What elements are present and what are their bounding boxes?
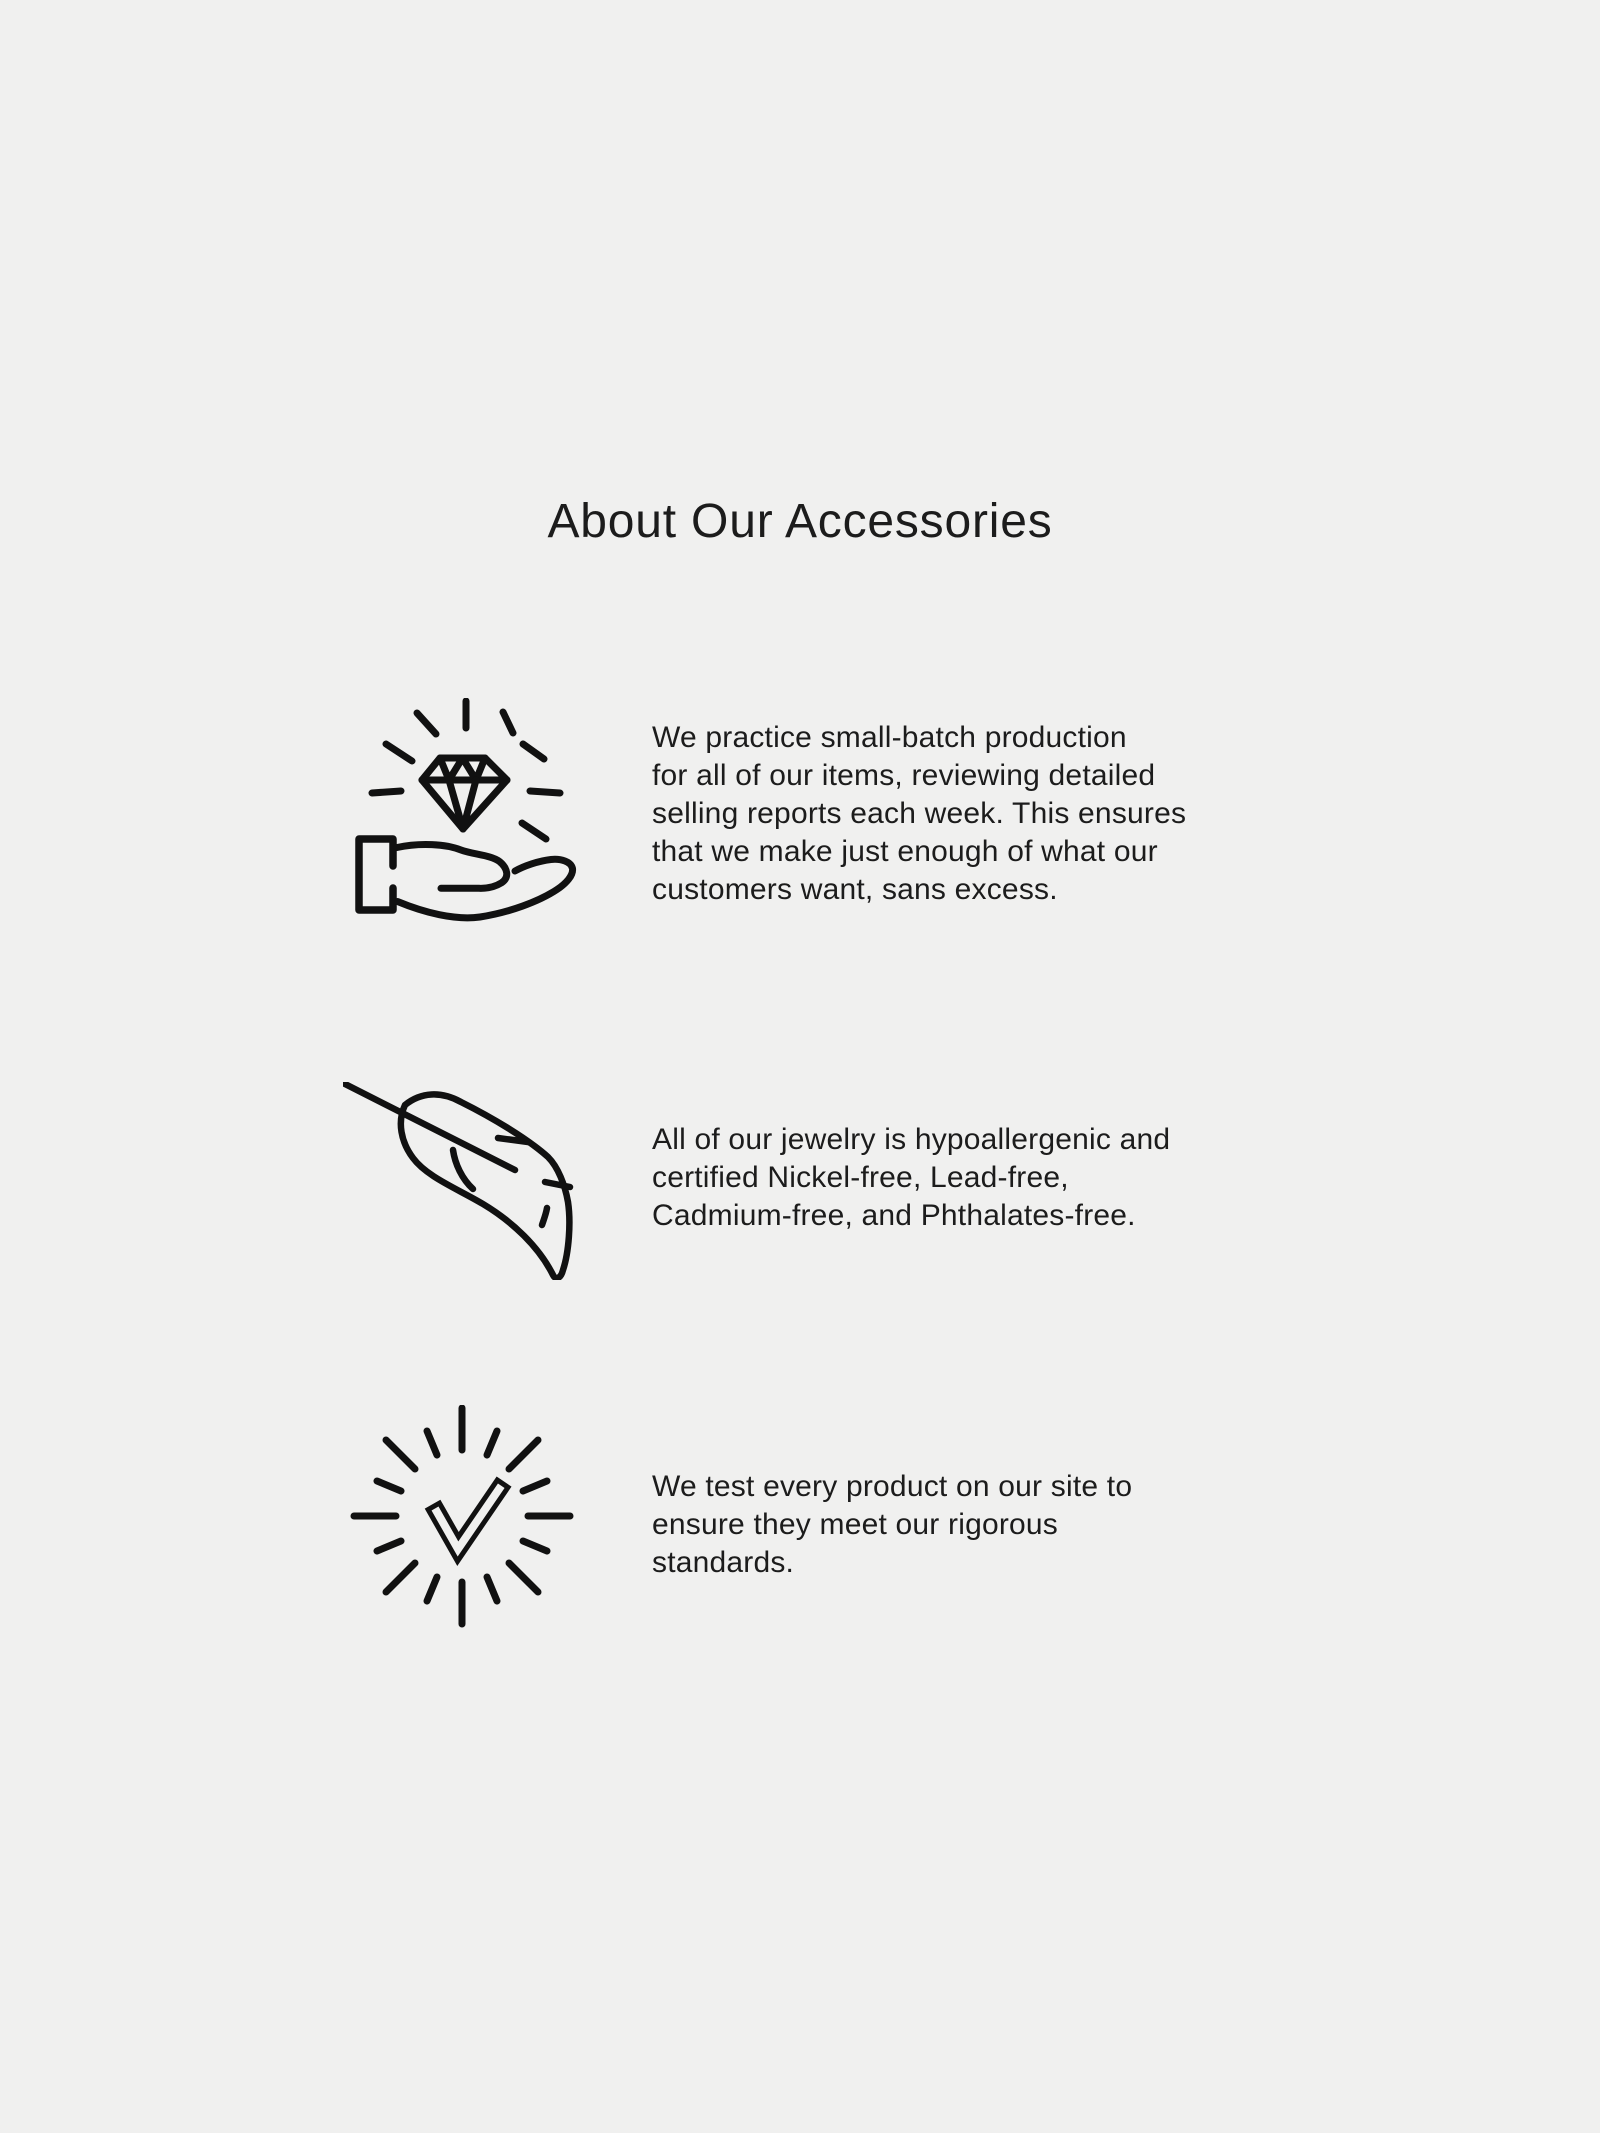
feather-icon: [343, 1082, 580, 1280]
text-line: All of our jewelry is hypoallergenic and: [652, 1123, 1171, 1156]
text-line: ensure they meet our rigorous: [652, 1508, 1059, 1541]
text-line: selling reports each week. This ensures: [652, 797, 1187, 830]
checkmark-burst-icon: [347, 1405, 578, 1628]
text-line: that we make just enough of what our: [652, 835, 1158, 868]
feature-testing-text: [652, 1468, 1132, 1582]
feature-small-batch-text: [652, 719, 1186, 909]
text-line: Cadmium-free, and Phthalates-free.: [652, 1199, 1136, 1232]
section-title: About Our Accessories: [547, 495, 1053, 548]
text-line: for all of our items, reviewing detailed: [652, 759, 1156, 792]
text-line: certified Nickel-free, Lead-free,: [652, 1161, 1069, 1194]
diamond-in-hand-icon: [352, 698, 577, 925]
text-line: customers want, sans excess.: [652, 873, 1058, 906]
text-line: We test every product on our site to: [652, 1470, 1133, 1503]
text-line: standards.: [652, 1546, 795, 1579]
feature-hypoallergenic-text: [652, 1121, 1170, 1235]
text-line: We practice small-batch production: [652, 721, 1127, 754]
